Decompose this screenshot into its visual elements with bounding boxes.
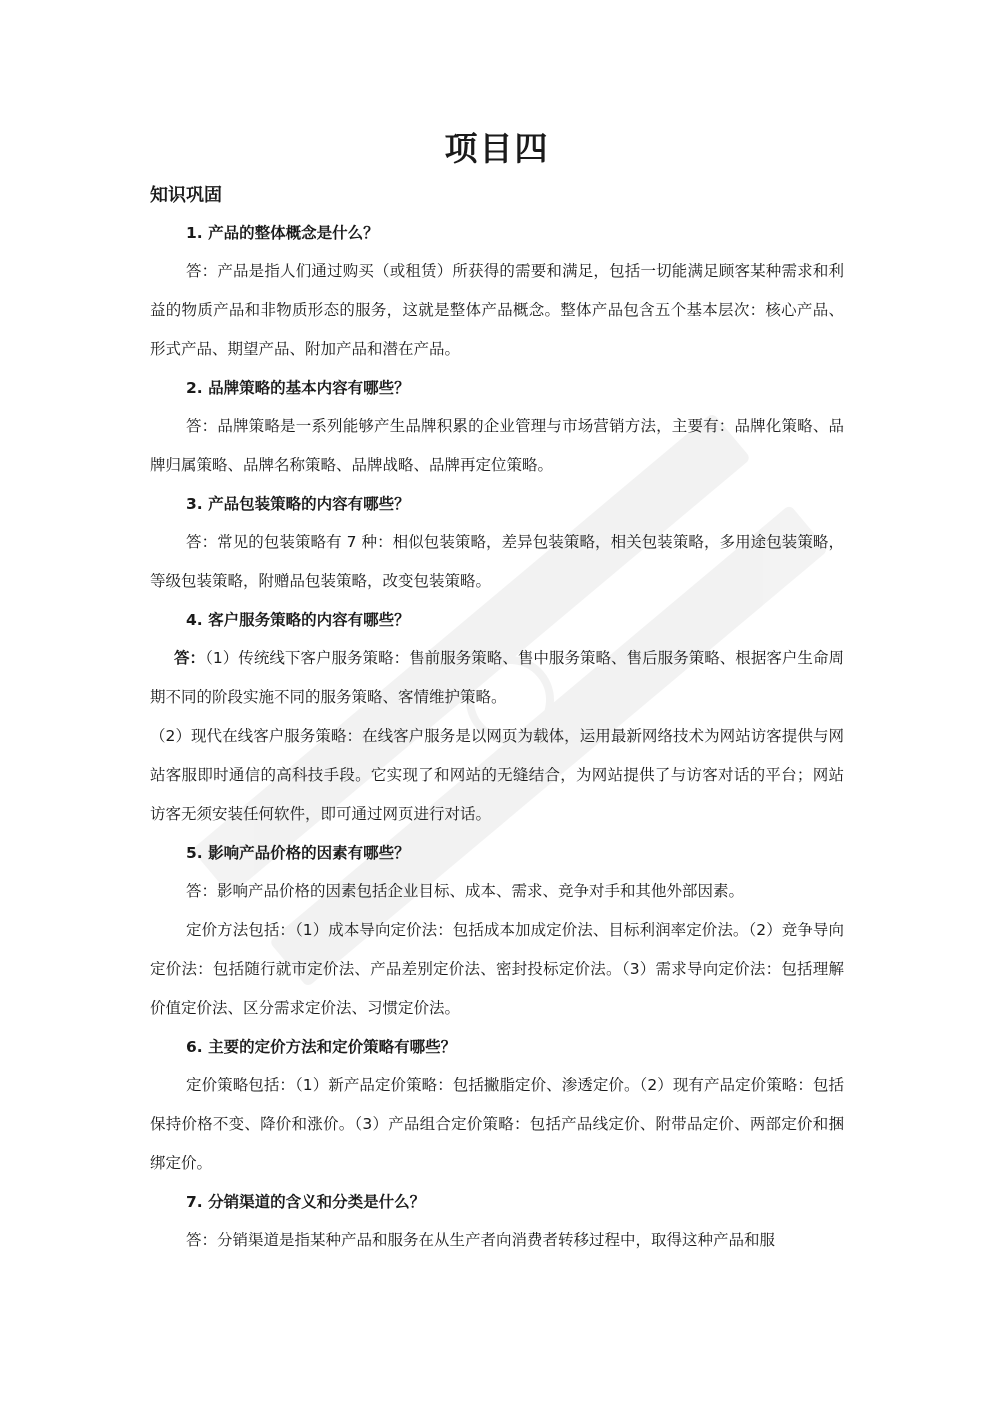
answer-6: 定价策略包括：（1）新产品定价策略：包括撇脂定价、渗透定价。（2）现有产品定价策略：包括保持价格不变、降价和涨价。（3）产品组合定价策略：包括产品线定价、附带品定价、两部定价和捆绑定价。	[150, 1076, 844, 1172]
question-3: 3. 产品包装策略的内容有哪些？	[186, 495, 410, 513]
answer-1: 答：产品是指人们通过购买（或租赁）所获得的需要和满足，包括一切能满足顾客某种需求和利益的物质产品和非物质形态的服务，这就是整体产品概念。整体产品包含五个基本层次：核心产品、形式产品、期望产品、附加产品和潜在产品。	[150, 262, 844, 358]
section-heading: 知识巩固	[150, 185, 222, 206]
answer-4-part-1-text: （1）传统线下客户服务策略：售前服务策略、售中服务策略、售后服务策略、根据客户生命周期不同的阶段实施不同的服务策略、客情维护策略。	[150, 649, 844, 706]
question-1: 1. 产品的整体概念是什么？	[186, 224, 379, 242]
answer-5-part-2: 定价方法包括：（1）成本导向定价法：包括成本加成定价法、目标利润率定价法。（2）竞争导向定价法：包括随行就市定价法、产品差别定价法、密封投标定价法。（3）需求导向定价法：包括理解价值定价法、区分需求定价法、习惯定价法。	[150, 921, 844, 1017]
answer-4-lead: 答：	[174, 649, 206, 667]
answer-4-part-1	[150, 639, 844, 717]
answer-7: 答：分销渠道是指某种产品和服务在从生产者向消费者转移过程中，取得这种产品和服	[186, 1231, 776, 1249]
document-body	[150, 124, 844, 1260]
question-7: 7. 分销渠道的含义和分类是什么？	[186, 1193, 426, 1211]
page-title: 项目四	[444, 129, 550, 168]
question-4: 4. 客户服务策略的内容有哪些？	[186, 611, 410, 629]
question-6: 6. 主要的定价方法和定价策略有哪些？	[186, 1038, 457, 1056]
answer-2: 答：品牌策略是一系列能够产生品牌积累的企业管理与市场营销方法，主要有：品牌化策略、品牌归属策略、品牌名称策略、品牌战略、品牌再定位策略。	[150, 417, 844, 474]
question-2: 2. 品牌策略的基本内容有哪些？	[186, 379, 410, 397]
answer-4-part-2: （2）现代在线客户服务策略：在线客户服务是以网页为载体，运用最新网络技术为网站访客提供与网站客服即时通信的高科技手段。它实现了和网站的无缝结合，为网站提供了与访客对话的平台；网站访客无须安装任何软件，即可通过网页进行对话。	[150, 727, 844, 823]
answer-3: 答：常见的包装策略有 7 种：相似包装策略，差异包装策略，相关包装策略，多用途包装策略，等级包装策略，附赠品包装策略，改变包装策略。	[150, 533, 844, 590]
question-5: 5. 影响产品价格的因素有哪些？	[186, 844, 410, 862]
answer-5-part-1: 答：影响产品价格的因素包括企业目标、成本、需求、竞争对手和其他外部因素。	[186, 882, 745, 900]
